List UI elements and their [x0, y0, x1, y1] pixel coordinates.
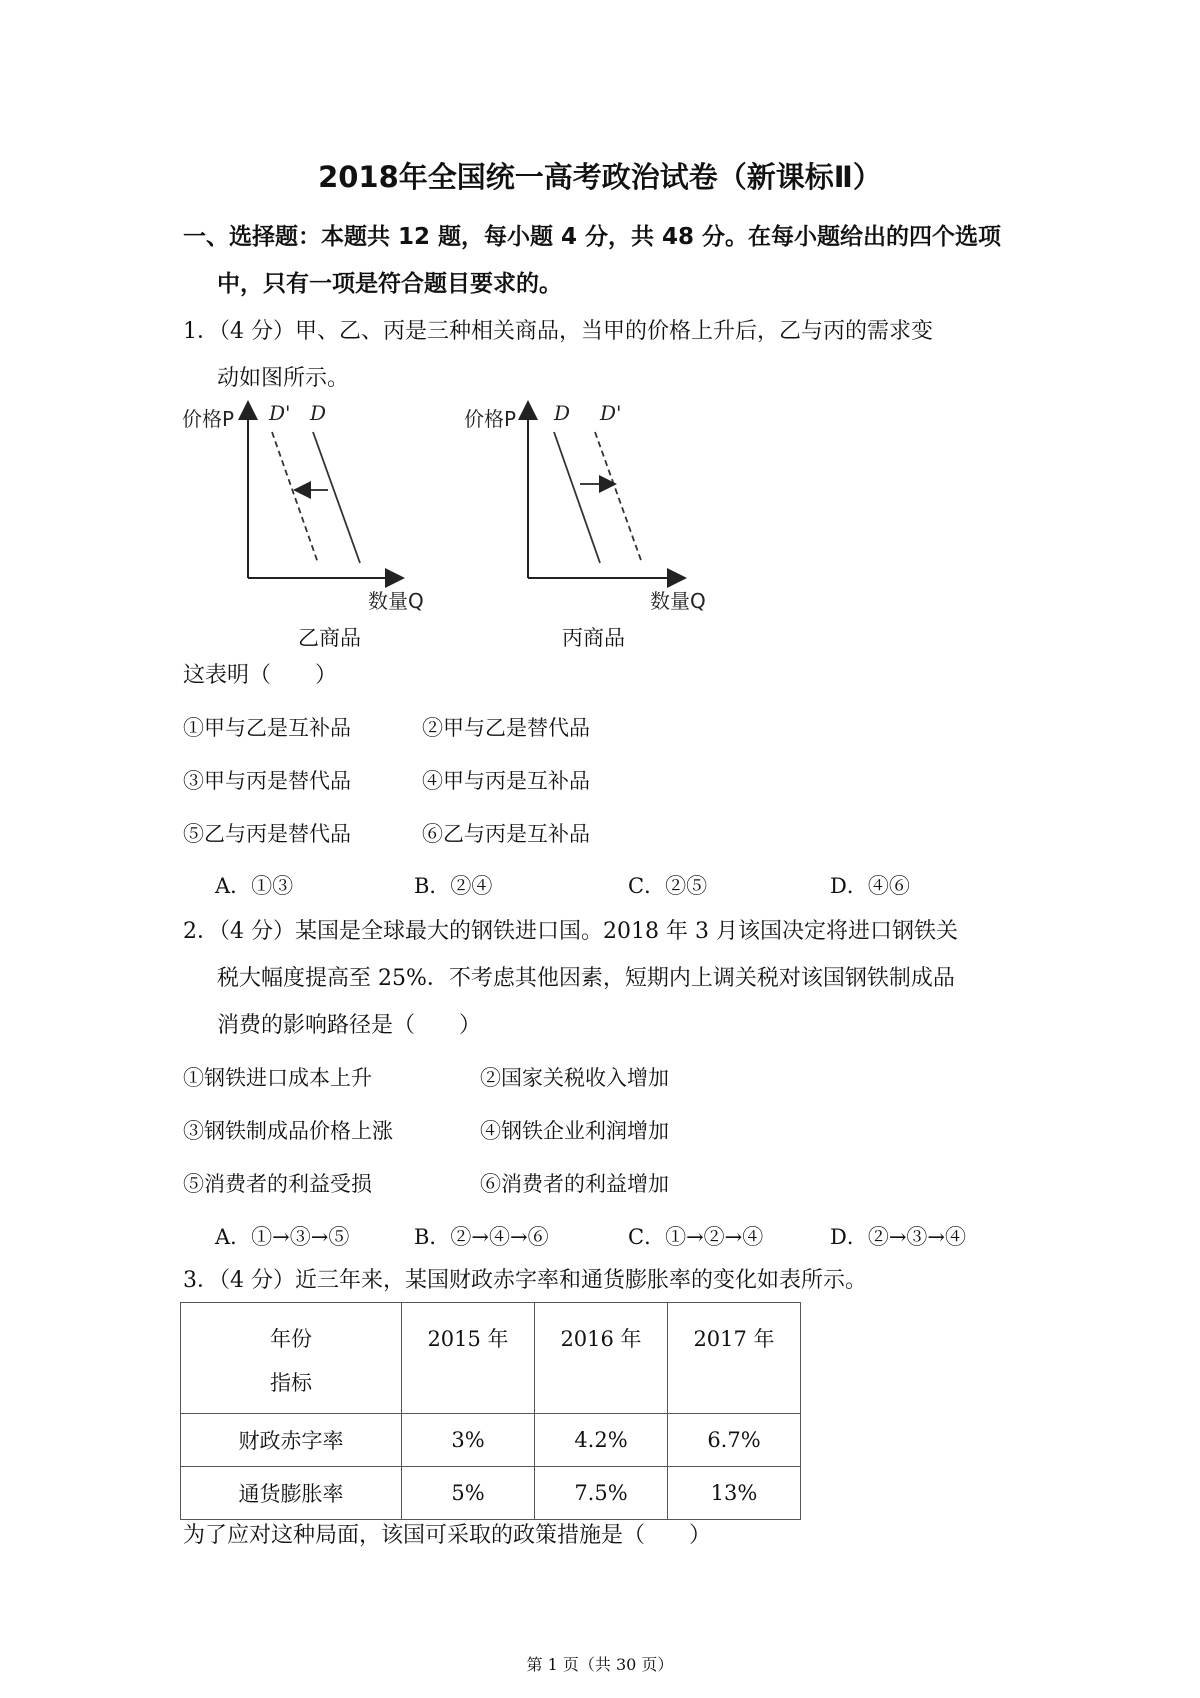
page-title: 2018年全国统一高考政治试卷（新课标Ⅱ） [318, 160, 882, 194]
question-2-line1: 2．（4 分）某国是全球最大的钢铁进口国。2018 年 3 月该国决定将进口钢铁关 [183, 919, 958, 944]
table-cell: 7.5% [535, 1467, 668, 1520]
q2-choice-a: A．①→③→⑤ [215, 1225, 350, 1249]
question-3-stem: 3．（4 分）近三年来，某国财政赤字率和通货膨胀率的变化如表所示。 [183, 1268, 867, 1293]
question-2-line3: 消费的影响路径是（ ） [217, 1013, 482, 1038]
y-axis-label: 价格P [182, 407, 235, 431]
demand-curve-solid [554, 432, 600, 563]
figure-right-caption: 丙商品 [562, 626, 625, 650]
q2-statement-1: ①钢铁进口成本上升 [183, 1066, 372, 1090]
q1-statement-5: ⑤乙与丙是替代品 [183, 822, 351, 846]
demand-curve-solid [313, 432, 360, 563]
demand-figure-left [180, 398, 450, 620]
q2-statement-3: ③钢铁制成品价格上涨 [183, 1119, 393, 1143]
table-header-year: 2017 年 [668, 1303, 801, 1414]
q2-statement-5: ⑤消费者的利益受损 [183, 1172, 372, 1196]
q2-statement-2: ②国家关税收入增加 [480, 1066, 669, 1090]
curve-label-d: D [554, 401, 571, 425]
q2-choice-b: B．②→④→⑥ [414, 1225, 549, 1249]
question-2-stem [183, 908, 1043, 1049]
table-header-row [181, 1303, 801, 1414]
q1-statement-1: ①甲与乙是互补品 [183, 716, 351, 740]
question-2-line2: 税大幅度提高至 25%．不考虑其他因素，短期内上调关税对该国钢铁制成品 [217, 966, 955, 991]
x-axis-label: 数量Q [368, 589, 424, 613]
q2-choice-d: D．②→③→④ [830, 1225, 967, 1249]
corner-indicator-label: 指标 [270, 1371, 312, 1395]
fiscal-inflation-table [180, 1302, 801, 1520]
q1-choice-d: D．④⑥ [830, 874, 910, 898]
y-axis-label: 价格P [464, 407, 517, 431]
curve-label-d: D [310, 401, 327, 425]
section-header-line1: 一、选择题：本题共 12 题，每小题 4 分，共 48 分。在每小题给出的四个选项 [183, 224, 1002, 250]
question-1-line2: 动如图所示。 [217, 366, 350, 391]
q1-statement-2: ②甲与乙是替代品 [422, 716, 590, 740]
table-cell: 3% [402, 1414, 535, 1467]
table-row-label: 通货膨胀率 [181, 1467, 402, 1520]
figure-left-caption: 乙商品 [298, 626, 361, 650]
table-row [181, 1414, 801, 1467]
q1-statement-4: ④甲与丙是互补品 [422, 769, 590, 793]
q1-choice-b: B．②④ [414, 874, 493, 898]
question-1-line1: 1．（4 分）甲、乙、丙是三种相关商品，当甲的价格上升后，乙与丙的需求变 [183, 319, 933, 344]
q1-statement-3: ③甲与丙是替代品 [183, 769, 351, 793]
table-cell: 4.2% [535, 1414, 668, 1467]
q1-statement-6: ⑥乙与丙是互补品 [422, 822, 590, 846]
q2-statement-6: ⑥消费者的利益增加 [480, 1172, 669, 1196]
question-3-question: 为了应对这种局面，该国可采取的政策措施是（ ） [183, 1523, 712, 1548]
q2-choice-c: C．①→②→④ [628, 1225, 764, 1249]
table-cell: 5% [402, 1467, 535, 1520]
section-header-line2: 中，只有一项是符合题目要求的。 [217, 271, 562, 297]
x-axis-label: 数量Q [650, 589, 706, 613]
section-header [183, 214, 1023, 308]
curve-label-dprime: D' [269, 401, 291, 425]
table-header-year: 2015 年 [402, 1303, 535, 1414]
curve-label-dprime: D' [600, 401, 622, 425]
table-row-label: 财政赤字率 [181, 1414, 402, 1467]
table-cell: 6.7% [668, 1414, 801, 1467]
demand-curve-dashed [595, 432, 642, 563]
table-corner-cell [181, 1303, 402, 1414]
q1-choice-a: A．①③ [215, 874, 294, 898]
question-1-question: 这表明（ ） [183, 663, 338, 688]
demand-curve-dashed [272, 432, 318, 563]
table-cell: 13% [668, 1467, 801, 1520]
page-footer: 第 1 页（共 30 页） [526, 1655, 674, 1674]
q1-choice-c: C．②⑤ [628, 874, 708, 898]
corner-year-label: 年份 [270, 1327, 312, 1351]
q2-statement-4: ④钢铁企业利润增加 [480, 1119, 669, 1143]
table-header-year: 2016 年 [535, 1303, 668, 1414]
question-1-stem [183, 308, 1033, 402]
demand-figure-right [462, 398, 732, 620]
